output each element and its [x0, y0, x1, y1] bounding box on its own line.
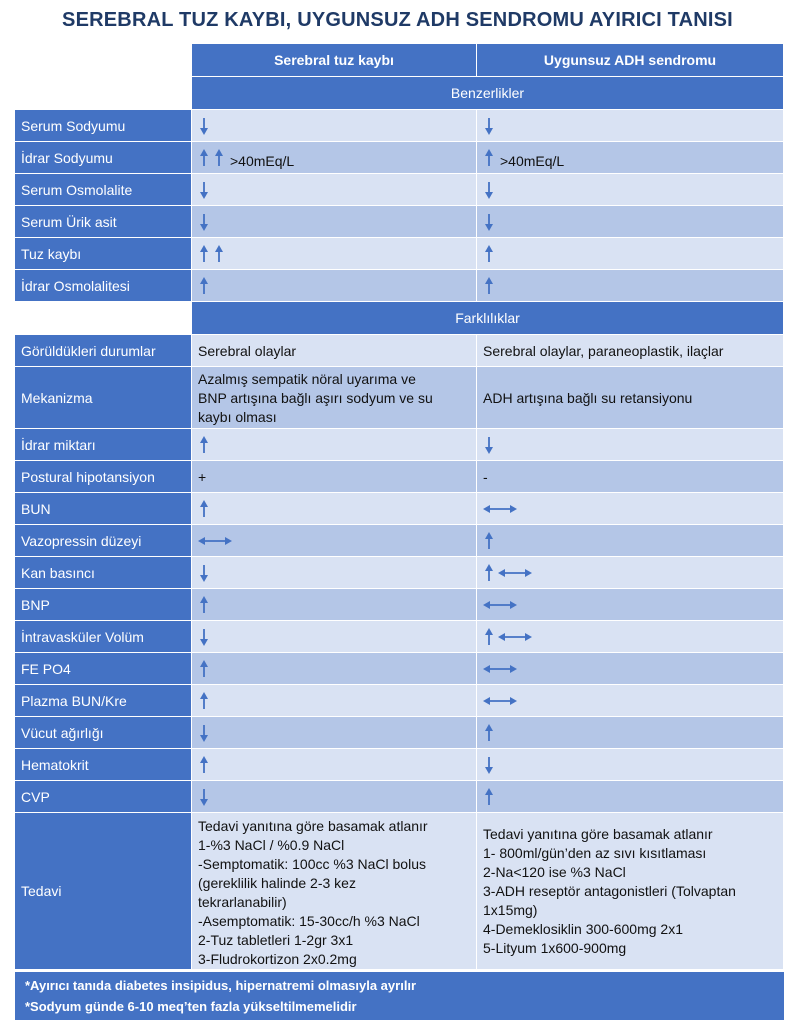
table-row	[15, 781, 784, 813]
row-label	[15, 653, 192, 685]
table-row	[15, 653, 784, 685]
treatment-line: 1-%3 NaCl / %0.9 NaCl	[198, 837, 345, 853]
section-header	[192, 77, 784, 110]
table-row	[15, 206, 784, 238]
cell-cerebral	[192, 781, 477, 813]
down-icon	[483, 756, 495, 774]
row-label-text: Vazopressin düzeyi	[21, 532, 142, 549]
cell-cerebral	[192, 525, 477, 557]
column-header-siadh	[477, 44, 784, 77]
cell-siadh	[477, 589, 784, 621]
row-label	[15, 174, 192, 206]
table-row	[15, 685, 784, 717]
treatment-line: -Asemptomatik: 15-30cc/h %3 NaCl	[198, 913, 420, 929]
cell-cerebral	[192, 335, 477, 367]
row-label	[15, 557, 192, 589]
left-right-icon	[483, 695, 517, 707]
cell-siadh	[477, 238, 784, 270]
treatment-line: 3-ADH reseptör antagonistleri (Tolvaptan	[483, 882, 736, 899]
cell-siadh	[477, 557, 784, 589]
down-icon	[198, 181, 210, 199]
section-blank	[15, 302, 192, 335]
down-icon	[198, 788, 210, 806]
row-label-text: FE PO4	[21, 660, 71, 677]
row-label-text: Serum Sodyumu	[21, 117, 126, 134]
row-label	[15, 367, 192, 429]
row-label-text: Plazma BUN/Kre	[21, 692, 127, 709]
table-row	[15, 557, 784, 589]
up-icon	[198, 277, 210, 295]
table-row	[15, 174, 784, 206]
cell-line: Azalmış sempatik nöral uyarıma ve	[198, 371, 416, 387]
up-icon	[198, 692, 210, 710]
row-label	[15, 335, 192, 367]
up-icon	[483, 628, 495, 646]
cell-siadh	[477, 653, 784, 685]
down-icon	[198, 564, 210, 582]
row-label	[15, 781, 192, 813]
row-label-text: Tuz kaybı	[21, 245, 82, 262]
row-label-text: Postural hipotansiyon	[21, 468, 155, 485]
row-label-text: Kan basıncı	[21, 564, 95, 581]
cell-siadh	[477, 142, 784, 174]
cell-siadh	[477, 781, 784, 813]
up-icon	[483, 788, 495, 806]
cell-cerebral	[192, 142, 477, 174]
left-right-icon	[198, 535, 232, 547]
cell-cerebral	[192, 589, 477, 621]
treatment-line: 5-Lityum 1x600-900mg	[483, 939, 627, 956]
cell-siadh	[477, 685, 784, 717]
row-label	[15, 813, 192, 970]
cell-siadh	[477, 429, 784, 461]
row-label-text: BNP	[21, 596, 50, 613]
table-row	[15, 621, 784, 653]
footnotes	[15, 972, 784, 1020]
cell-cerebral	[192, 238, 477, 270]
cell-cerebral	[192, 493, 477, 525]
table-row	[15, 589, 784, 621]
treatment-cerebral	[192, 813, 477, 970]
left-right-icon	[483, 663, 517, 675]
row-label-text: İdrar Osmolalitesi	[21, 277, 130, 294]
cell-siadh	[477, 525, 784, 557]
down-icon	[483, 181, 495, 199]
cell-cerebral	[192, 557, 477, 589]
cell-siadh	[477, 270, 784, 302]
left-right-icon	[483, 503, 517, 515]
row-label	[15, 525, 192, 557]
down-icon	[198, 213, 210, 231]
cell-cerebral	[192, 206, 477, 238]
cell-siadh	[477, 335, 784, 367]
row-label-text: Serum Osmolalite	[21, 181, 133, 198]
row-label	[15, 589, 192, 621]
cell-cerebral	[192, 749, 477, 781]
page-title: SEREBRAL TUZ KAYBI, UYGUNSUZ ADH SENDROMU AYIRICI TANISI	[62, 9, 733, 31]
section-header	[192, 302, 784, 335]
cell-siadh	[477, 749, 784, 781]
table-row	[15, 142, 784, 174]
treatment-line: (gereklilik halinde 2-3 kez	[198, 875, 356, 891]
cell-cerebral	[192, 653, 477, 685]
up-icon	[198, 149, 210, 167]
row-label-text: Mekanizma	[21, 389, 93, 406]
table-row	[15, 238, 784, 270]
row-label-text: Vücut ağırlığı	[21, 724, 104, 741]
up-icon	[483, 724, 495, 742]
treatment-line: 1- 800ml/gün’den az sıvı kısıtlaması	[483, 844, 707, 861]
row-label	[15, 142, 192, 174]
column-header-label: Serebral tuz kaybı	[274, 52, 394, 68]
table-header-row	[15, 44, 784, 77]
row-label-text: Görüldükleri durumlar	[21, 342, 156, 359]
row-label	[15, 749, 192, 781]
treatment-line: Tedavi yanıtına göre basamak atlanır	[483, 825, 713, 842]
down-icon	[198, 724, 210, 742]
cell-siadh	[477, 621, 784, 653]
row-label	[15, 206, 192, 238]
table-row	[15, 270, 784, 302]
row-label-text: İntravasküler Volüm	[21, 628, 144, 645]
section-blank	[15, 77, 192, 110]
up-icon	[198, 245, 210, 263]
up-icon	[198, 436, 210, 454]
down-icon	[483, 117, 495, 135]
row-label-text: Hematokrit	[21, 756, 89, 773]
sign-value: -	[483, 468, 488, 485]
footnote: *Ayırıcı tanıda diabetes insipidus, hipernatremi olmasıyla ayrılır	[25, 978, 417, 993]
treatment-row	[15, 813, 784, 970]
row-label	[15, 238, 192, 270]
table-row	[15, 335, 784, 367]
section-label: Benzerlikler	[450, 85, 525, 101]
row-label	[15, 461, 192, 493]
row-label	[15, 270, 192, 302]
cell-cerebral	[192, 110, 477, 142]
section-row-similarities	[15, 77, 784, 110]
cell-line: BNP artışına bağlı aşırı sodyum ve su	[198, 390, 433, 406]
cell-value: >40mEq/L	[500, 153, 565, 169]
cell-cerebral	[192, 685, 477, 717]
row-label-text: İdrar miktarı	[21, 436, 96, 453]
row-label	[15, 110, 192, 142]
table-row	[15, 429, 784, 461]
cell-value: Serebral olaylar	[198, 342, 297, 359]
section-label: Farklılıklar	[455, 310, 520, 326]
cell-value: >40mEq/L	[230, 153, 295, 169]
treatment-siadh	[477, 813, 784, 970]
up-icon	[198, 756, 210, 774]
treatment-list	[483, 825, 736, 958]
left-right-icon	[498, 567, 532, 579]
header-blank	[15, 44, 192, 77]
table-row	[15, 110, 784, 142]
cell-cerebral	[192, 717, 477, 749]
table-row	[15, 717, 784, 749]
treatment-line: Tedavi yanıtına göre basamak atlanır	[198, 818, 428, 834]
section-row-differences	[15, 302, 784, 335]
cell-siadh	[477, 367, 784, 429]
treatment-line: tekrarlanabilir)	[198, 894, 287, 910]
up-icon	[483, 245, 495, 263]
down-icon	[198, 117, 210, 135]
cell-siadh	[477, 493, 784, 525]
up-icon	[483, 564, 495, 582]
row-label	[15, 429, 192, 461]
cell-siadh	[477, 110, 784, 142]
row-label	[15, 493, 192, 525]
down-icon	[483, 436, 495, 454]
column-header-cerebral	[192, 44, 477, 77]
footnote: *Sodyum günde 6-10 meq’ten fazla yükseltilmemelidir	[25, 999, 357, 1014]
treatment-line: 4-Demeklosiklin 300-600mg 2x1	[483, 920, 683, 937]
up-icon	[198, 660, 210, 678]
cell-value: ADH artışına bağlı su retansiyonu	[483, 389, 693, 406]
left-right-icon	[498, 631, 532, 643]
treatment-line: -Semptomatik: 100cc %3 NaCl bolus	[198, 856, 426, 872]
up-icon	[198, 500, 210, 518]
cell-value: Serebral olaylar, paraneoplastik, ilaçlar	[483, 342, 724, 359]
treatment-line: 1x15mg)	[483, 901, 538, 918]
cell-cerebral	[192, 367, 477, 429]
column-header-label: Uygunsuz ADH sendromu	[543, 52, 717, 68]
up-icon	[198, 596, 210, 614]
row-label	[15, 621, 192, 653]
table-row	[15, 749, 784, 781]
row-label-text: BUN	[21, 500, 51, 517]
left-right-icon	[483, 599, 517, 611]
table-row	[15, 461, 784, 493]
cell-siadh	[477, 717, 784, 749]
row-label-text: İdrar Sodyumu	[21, 149, 113, 166]
up-icon	[483, 149, 495, 167]
up-icon	[483, 532, 495, 550]
down-icon	[483, 213, 495, 231]
cell-cerebral	[192, 429, 477, 461]
row-label-text: CVP	[21, 788, 50, 805]
treatment-line: 3-Fludrokortizon 2x0.2mg	[198, 951, 357, 967]
treatment-line: 2-Tuz tabletleri 1-2gr 3x1	[198, 932, 354, 948]
row-label	[15, 685, 192, 717]
row-label	[15, 717, 192, 749]
treatment-line: 2-Na<120 ise %3 NaCl	[483, 863, 626, 880]
up-icon	[213, 149, 225, 167]
cell-cerebral	[192, 621, 477, 653]
cell-cerebral	[192, 270, 477, 302]
up-icon	[213, 245, 225, 263]
table-row	[15, 367, 784, 429]
cell-siadh	[477, 174, 784, 206]
sign-value: +	[198, 468, 207, 485]
cell-siadh	[477, 206, 784, 238]
cell-cerebral	[192, 174, 477, 206]
cell-cerebral	[192, 461, 477, 493]
up-icon	[483, 277, 495, 295]
cell-siadh	[477, 461, 784, 493]
cell-line: kaybı olması	[198, 409, 277, 425]
table-row	[15, 525, 784, 557]
table-row	[15, 493, 784, 525]
row-label-text: Serum Ürik asit	[21, 213, 117, 230]
down-icon	[198, 628, 210, 646]
row-label-text: Tedavi	[21, 883, 62, 899]
